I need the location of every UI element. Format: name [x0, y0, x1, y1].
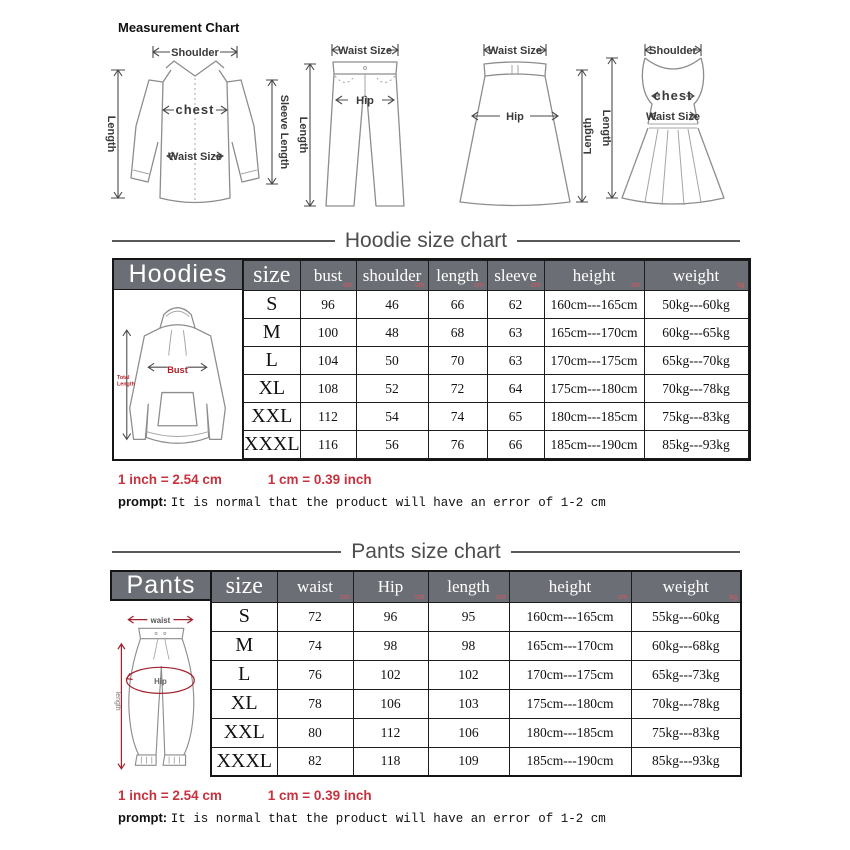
value-cell: 85kg---93kg	[631, 747, 741, 776]
column-header-length: length cm	[428, 571, 509, 602]
hoodie-product-column	[114, 260, 243, 459]
dress-shoulder-label: Shoulder	[649, 45, 697, 57]
skirt-hip-label: Hip	[506, 111, 524, 123]
value-cell: 106	[353, 689, 428, 718]
prompt-label: prompt:	[118, 810, 168, 825]
joggers-drawing	[111, 604, 209, 774]
inch-to-cm: 1 inch = 2.54 cm	[118, 788, 222, 803]
title-rule-left	[112, 551, 341, 553]
column-header-weight: weight kg	[644, 261, 748, 291]
skirt-length-label: Length	[582, 117, 594, 155]
value-cell: 54	[356, 403, 428, 431]
value-cell: 76	[428, 431, 487, 459]
hoodie-product-image	[114, 290, 242, 459]
value-cell: 104	[300, 347, 356, 375]
trousers-waist-label: Waist Size	[338, 45, 392, 57]
measurement-diagrams	[100, 36, 760, 216]
value-cell: 165cm---170cm	[509, 631, 631, 660]
value-cell: 70kg---78kg	[631, 689, 741, 718]
value-cell: 103	[428, 689, 509, 718]
unit-label: cm	[631, 282, 641, 289]
table-row	[244, 431, 749, 459]
value-cell: 48	[356, 319, 428, 347]
unit-label: cm	[415, 593, 425, 601]
table-row	[211, 660, 741, 689]
value-cell: 74	[428, 403, 487, 431]
shirt-length-label: Length	[105, 115, 117, 153]
shirt-waist-label: Waist Size	[168, 151, 222, 163]
value-cell: 100	[300, 319, 356, 347]
value-cell: 112	[300, 403, 356, 431]
table-row	[244, 291, 749, 319]
conversion-note	[118, 788, 738, 803]
value-cell: 64	[487, 375, 544, 403]
title-rule-right	[517, 240, 740, 242]
value-cell: 95	[428, 602, 509, 631]
value-cell: 50kg---60kg	[644, 291, 748, 319]
shirt-sleeve-length-label: Sleeve Length	[278, 94, 290, 170]
trousers-hip-label: Hip	[356, 95, 374, 107]
hoodie-size-table	[112, 258, 751, 461]
pants-table	[210, 570, 742, 777]
value-cell: 109	[428, 747, 509, 776]
value-cell: 52	[356, 375, 428, 403]
unit-label: cm	[415, 282, 425, 289]
column-header-height: height cm	[544, 261, 644, 291]
unit-label: cm	[474, 282, 484, 289]
unit-label: kg	[737, 282, 745, 289]
value-cell: 63	[487, 347, 544, 375]
value-cell: 175cm---180cm	[509, 689, 631, 718]
value-cell: 180cm---185cm	[544, 403, 644, 431]
prompt-label: prompt:	[118, 494, 168, 509]
title-rule-right	[511, 551, 740, 553]
value-cell: 65kg---73kg	[631, 660, 741, 689]
value-cell: 65kg---70kg	[644, 347, 748, 375]
size-cell: L	[211, 660, 277, 689]
value-cell: 65	[487, 403, 544, 431]
size-cell: XXL	[244, 403, 301, 431]
dress-length-label: Length	[600, 109, 612, 147]
value-cell: 98	[353, 631, 428, 660]
value-cell: 96	[300, 291, 356, 319]
value-cell: 180cm---185cm	[509, 718, 631, 747]
column-header-waist: waist cm	[277, 571, 353, 602]
trousers-length-label: Length	[297, 116, 309, 154]
pants-chart-title-row	[112, 540, 740, 564]
table-row	[211, 689, 741, 718]
column-header-bust: bust cm	[300, 261, 356, 291]
pants-size-table	[110, 570, 742, 777]
value-cell: 56	[356, 431, 428, 459]
unit-label: cm	[496, 593, 506, 601]
hoodie-table	[243, 260, 749, 459]
table-row	[244, 403, 749, 431]
unit-label: cm	[343, 282, 353, 289]
value-cell: 72	[428, 375, 487, 403]
pants-header-row	[211, 571, 741, 602]
value-cell: 70kg---78kg	[644, 375, 748, 403]
table-row	[211, 602, 741, 631]
unit-label: cm	[340, 593, 350, 601]
shirt-shoulder-label: Shoulder	[171, 47, 219, 59]
table-row	[211, 718, 741, 747]
tolerance-note	[118, 494, 738, 510]
joggers-hip-label: Hip	[154, 676, 167, 686]
value-cell: 63	[487, 319, 544, 347]
tolerance-note	[118, 810, 738, 826]
table-row	[211, 631, 741, 660]
value-cell: 185cm---190cm	[509, 747, 631, 776]
value-cell: 75kg---83kg	[631, 718, 741, 747]
value-cell: 60kg---68kg	[631, 631, 741, 660]
value-cell: 112	[353, 718, 428, 747]
value-cell: 60kg---65kg	[644, 319, 748, 347]
column-header-Hip: Hip cm	[353, 571, 428, 602]
joggers-waist-label: waist	[150, 616, 171, 626]
column-header-length: length cm	[428, 261, 487, 291]
size-cell: XL	[244, 375, 301, 403]
value-cell: 82	[277, 747, 353, 776]
unit-label: cm	[531, 282, 541, 289]
column-header-weight: weight kg	[631, 571, 741, 602]
inch-to-cm: 1 inch = 2.54 cm	[118, 472, 222, 487]
table-row	[211, 747, 741, 776]
value-cell: 70	[428, 347, 487, 375]
value-cell: 75kg---83kg	[644, 403, 748, 431]
value-cell: 80	[277, 718, 353, 747]
joggers-length-label: length	[114, 691, 122, 711]
conversion-note	[118, 472, 738, 487]
value-cell: 74	[277, 631, 353, 660]
measurement-chart-title: Measurement Chart	[118, 20, 240, 35]
hoodie-notes	[118, 472, 738, 510]
value-cell: 185cm---190cm	[544, 431, 644, 459]
value-cell: 170cm---175cm	[544, 347, 644, 375]
value-cell: 72	[277, 602, 353, 631]
pants-notes	[118, 788, 738, 826]
title-rule-left	[112, 240, 335, 242]
shirt-diagram	[100, 36, 290, 214]
value-cell: 66	[428, 291, 487, 319]
column-header-height: height cm	[509, 571, 631, 602]
dress-chest-label: chest	[653, 88, 693, 103]
size-cell: L	[244, 347, 301, 375]
pants-chart-title: Pants size chart	[351, 540, 501, 563]
pants-product-label: Pants	[110, 570, 210, 601]
prompt-text: It is normal that the product will have an error of 1-2 cm	[170, 812, 606, 826]
value-cell: 108	[300, 375, 356, 403]
cm-to-inch: 1 cm = 0.39 inch	[267, 788, 372, 803]
size-cell: XL	[211, 689, 277, 718]
prompt-text: It is normal that the product will have an error of 1-2 cm	[170, 496, 606, 510]
value-cell: 46	[356, 291, 428, 319]
shirt-chest-label: chest	[175, 102, 215, 117]
value-cell: 118	[353, 747, 428, 776]
table-row	[244, 347, 749, 375]
value-cell: 102	[428, 660, 509, 689]
size-cell: XXXL	[211, 747, 277, 776]
value-cell: 165cm---170cm	[544, 319, 644, 347]
value-cell: 106	[428, 718, 509, 747]
size-cell: M	[211, 631, 277, 660]
pants-product-image	[110, 601, 210, 777]
value-cell: 55kg---60kg	[631, 602, 741, 631]
unit-label: cm	[618, 593, 628, 601]
hoodie-chart-title: Hoodie size chart	[344, 229, 508, 252]
dress-diagram	[598, 36, 748, 214]
pants-product-column	[110, 570, 210, 777]
trousers-diagram	[290, 36, 440, 214]
hoodie-total-length-label-2: Length	[117, 381, 135, 388]
column-header-sleeve: sleeve cm	[487, 261, 544, 291]
hoodie-chart-title-row	[112, 229, 740, 253]
skirt-diagram	[440, 36, 598, 214]
value-cell: 160cm---165cm	[544, 291, 644, 319]
size-cell: XXXL	[244, 431, 301, 459]
value-cell: 102	[353, 660, 428, 689]
hoodie-header-row	[244, 261, 749, 291]
skirt-waist-label: Waist Size	[488, 45, 542, 57]
value-cell: 96	[353, 602, 428, 631]
hoodie-product-label: Hoodies	[114, 260, 242, 290]
column-header-shoulder: shoulder cm	[356, 261, 428, 291]
dress-waist-label: Waist Size	[646, 111, 700, 123]
unit-label: kg	[729, 593, 737, 601]
size-cell: S	[211, 602, 277, 631]
hoodie-total-length-label-1: Total	[117, 374, 130, 381]
value-cell: 170cm---175cm	[509, 660, 631, 689]
value-cell: 98	[428, 631, 509, 660]
value-cell: 160cm---165cm	[509, 602, 631, 631]
value-cell: 175cm---180cm	[544, 375, 644, 403]
value-cell: 76	[277, 660, 353, 689]
value-cell: 78	[277, 689, 353, 718]
size-cell: M	[244, 319, 301, 347]
hoodie-bust-label: Bust	[167, 364, 188, 375]
value-cell: 62	[487, 291, 544, 319]
column-header-size: size	[211, 571, 277, 602]
size-cell: S	[244, 291, 301, 319]
value-cell: 50	[356, 347, 428, 375]
value-cell: 85kg---93kg	[644, 431, 748, 459]
column-header-size: size	[244, 261, 301, 291]
value-cell: 66	[487, 431, 544, 459]
hoodie-drawing	[117, 295, 239, 455]
table-row	[244, 319, 749, 347]
cm-to-inch: 1 cm = 0.39 inch	[267, 472, 372, 487]
value-cell: 68	[428, 319, 487, 347]
value-cell: 116	[300, 431, 356, 459]
table-row	[244, 375, 749, 403]
size-cell: XXL	[211, 718, 277, 747]
